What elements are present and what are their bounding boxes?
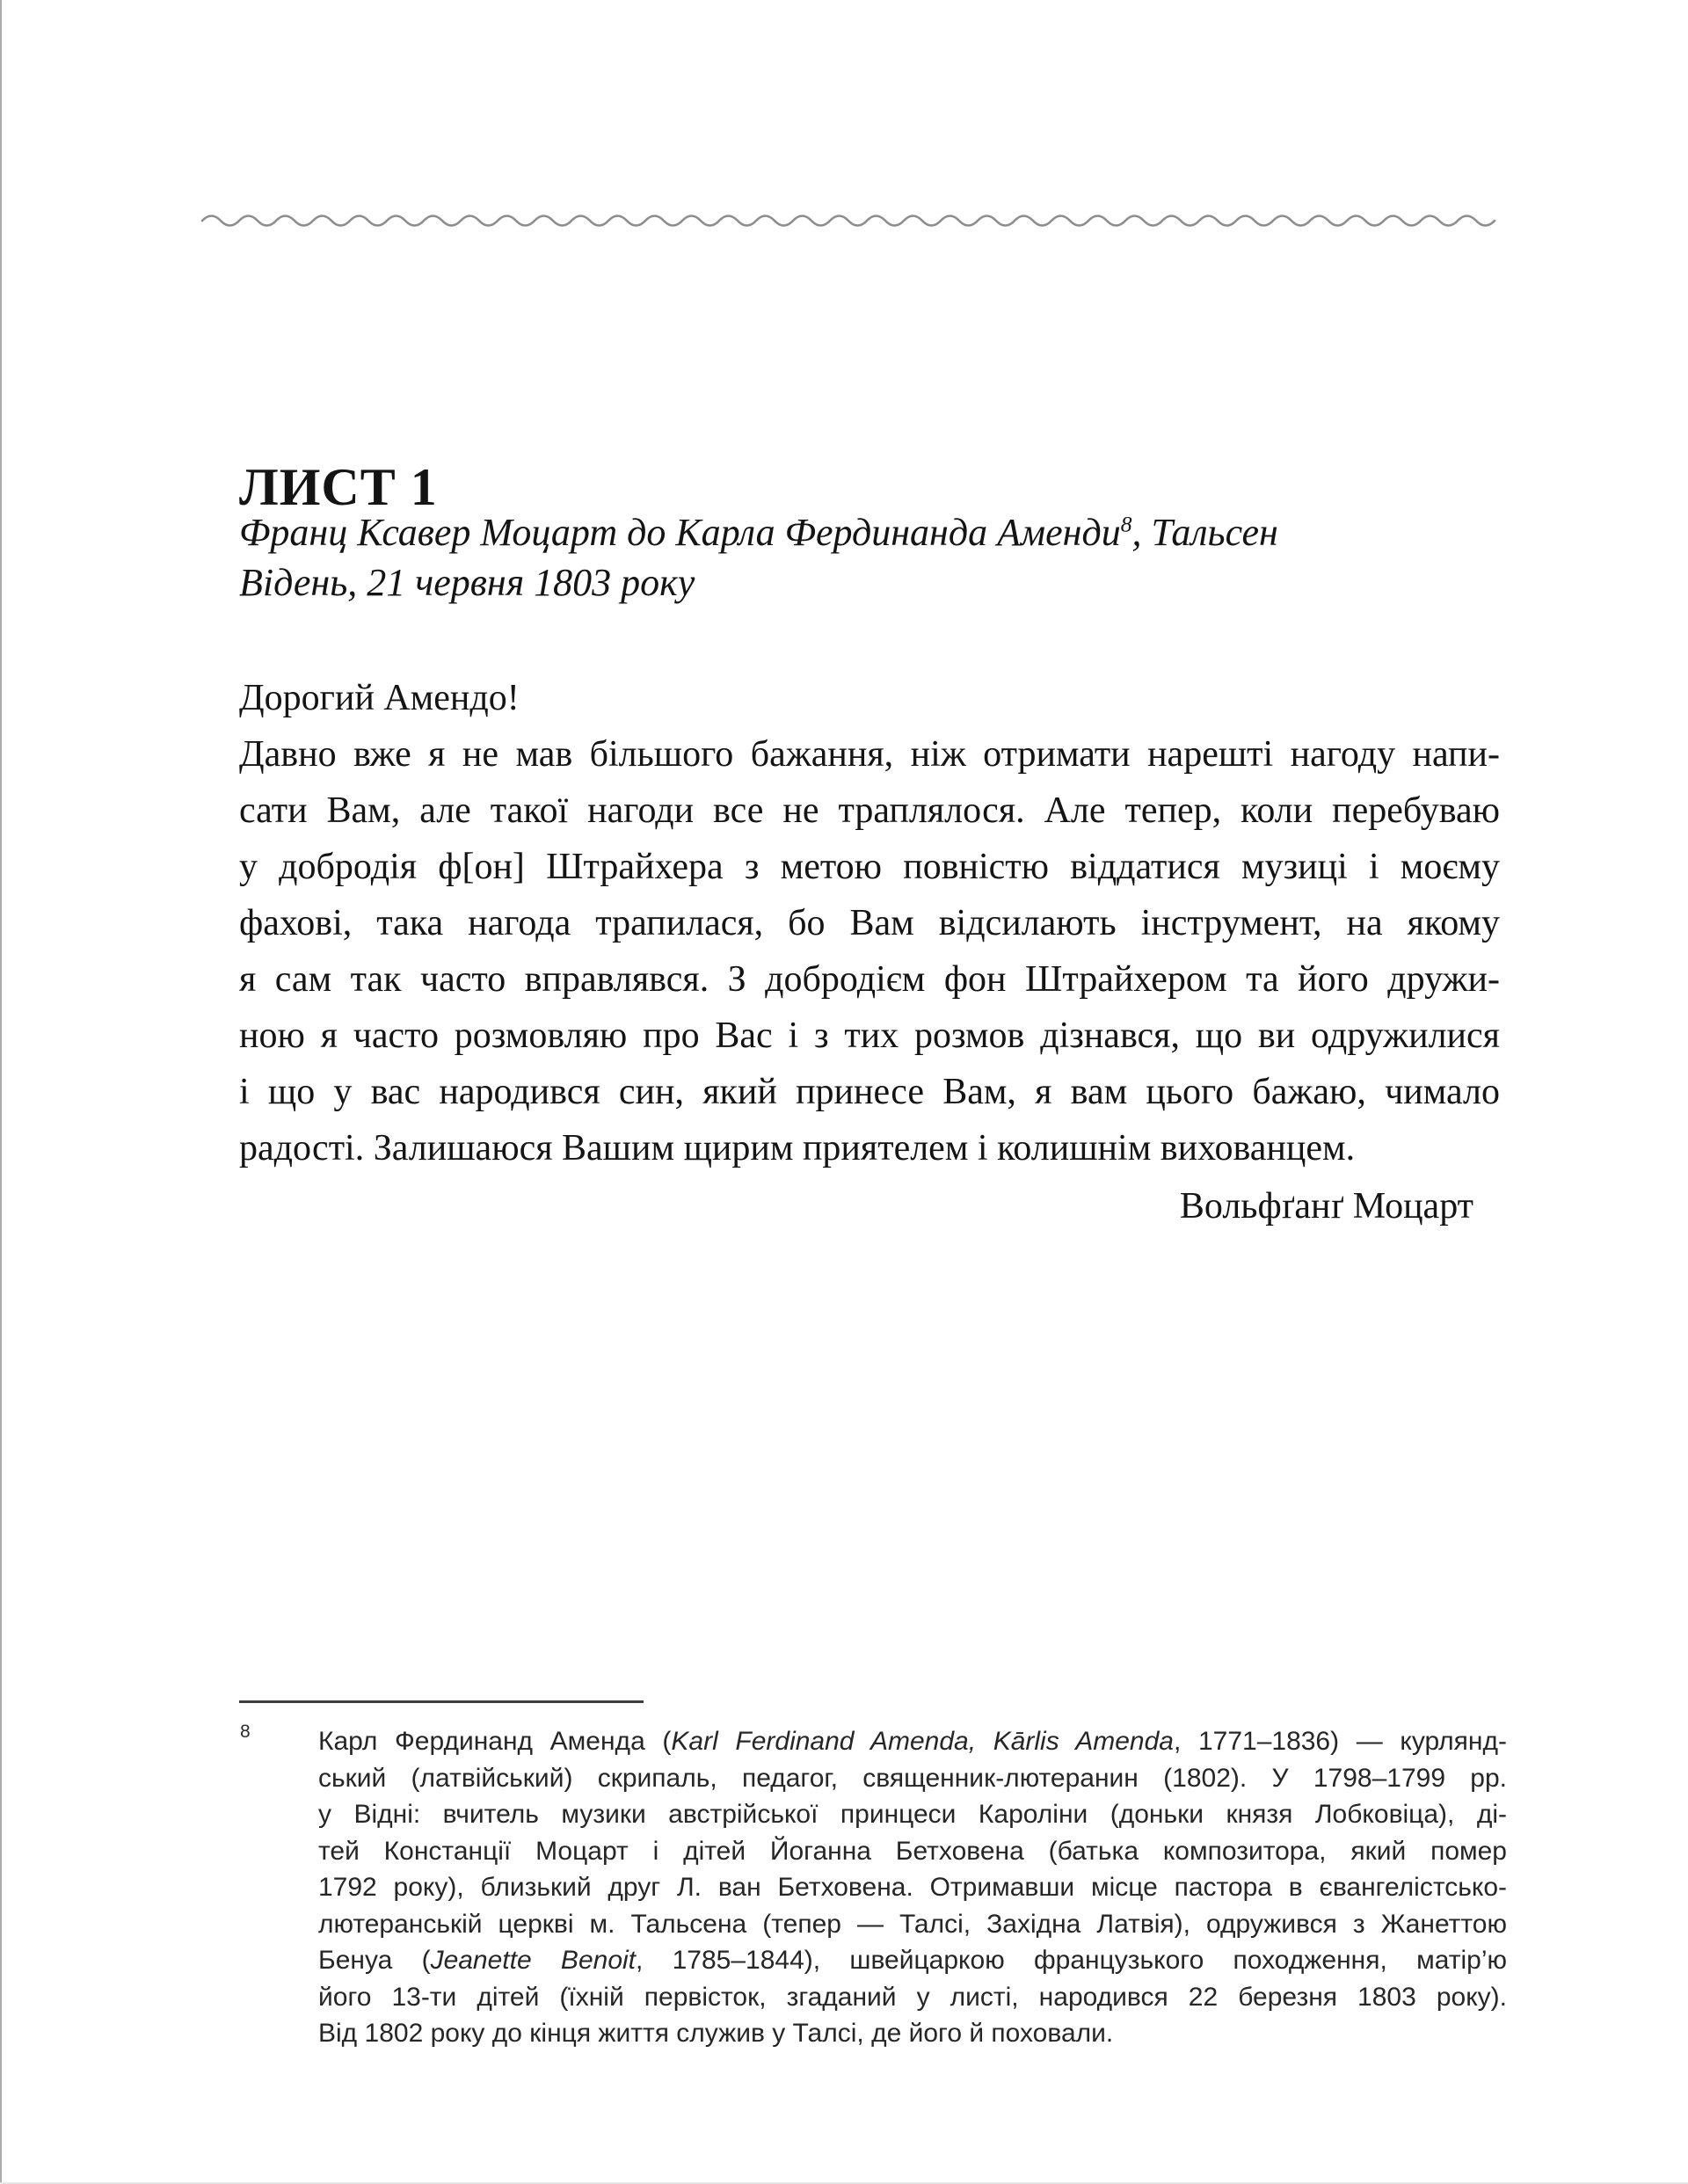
letter-heading: ЛИСТ 1: [239, 458, 438, 516]
footnote-separator-rule: [239, 1700, 644, 1703]
footnote-line: 1792 року), близький друг Л. ван Бетховена. Отримавши місце пастора в євангелістсько-: [318, 1873, 1507, 1902]
letter-line: у добродія ф[он] Штрайхера з метою повністю віддатися музиці і моєму: [239, 847, 1500, 887]
letter-subtitle-line-1: Франц Ксавер Моцарт до Карла Фердинанда Аменди$^8$, Тальсен: [239, 511, 1278, 554]
letter-line: і що у вас народився син, який принесе Вам, я вам цього бажаю, чимало: [239, 1072, 1500, 1112]
footnote-line: тей Констанції Моцарт і дітей Йоганна Бетховена (батька композитора, який помер: [318, 1836, 1507, 1866]
page-left-edge-line: [0, 0, 2, 2184]
wavy-divider-ornament: [200, 212, 1496, 229]
letter-line: фахові, така нагода трапилася, бо Вам відсилають інструмент, на якому: [239, 903, 1500, 943]
letter-body: [239, 726, 1500, 1176]
footnote-line: у Відні: вчитель музики австрійської принцеси Кароліни (доньки князя Лобковіца), ді-: [318, 1800, 1507, 1829]
footnote-line: лютеранській церкві м. Тальсена (тепер — Талсі, Західна Латвія), одружився з Жанеттою: [318, 1909, 1507, 1939]
letter-line: радості. Залишаюся Вашим щирим приятелем і колишнім вихованцем.: [239, 1128, 1356, 1168]
footnote-line: Від 1802 року до кінця життя служив у Талсі, де його й поховали.: [318, 2019, 1114, 2048]
footnote-line: Карл Фердинанд Аменда (Karl Ferdinand Amenda, Kārlis Amenda, 1771–1836) — курлянд-: [318, 1727, 1507, 1756]
letter-greeting: Дорогий Амендо!: [239, 678, 520, 718]
letter-line: Давно вже я не мав більшого бажання, ніж отримати нарешті нагоду напи-: [239, 734, 1500, 775]
letter-subtitle-line-2: Відень, 21 червня 1803 року: [239, 561, 695, 604]
letter-line: ною я часто розмовляю про Вас і з тих розмов дізнався, що ви одружилися: [239, 1016, 1500, 1056]
footnote-line: Бенуа (Jeanette Benoit, 1785–1844), швейцаркою французького походження, матір’ю: [318, 1946, 1507, 1975]
letter-line: я сам так часто вправлявся. З добродієм фон Штрайхером та його дружи-: [239, 959, 1500, 1000]
footnote-text: [318, 1723, 1507, 2052]
letter-signature: Вольфґанґ Моцарт: [1179, 1186, 1473, 1227]
footnote-marker: 8: [240, 1722, 251, 1742]
footnote-line: його 13-ти дітей (їхній первісток, згаданий у листі, народився 22 березня 1803 року).: [318, 1982, 1507, 2012]
letter-subtitle: [239, 507, 1278, 608]
footnote-line: ський (латвійський) скрипаль, педагог, священник-лютеранин (1802). У 1798–1799 рр.: [318, 1763, 1507, 1793]
letter-line: сати Вам, але такої нагоди все не траплялося. Але тепер, коли перебуваю: [239, 790, 1500, 831]
